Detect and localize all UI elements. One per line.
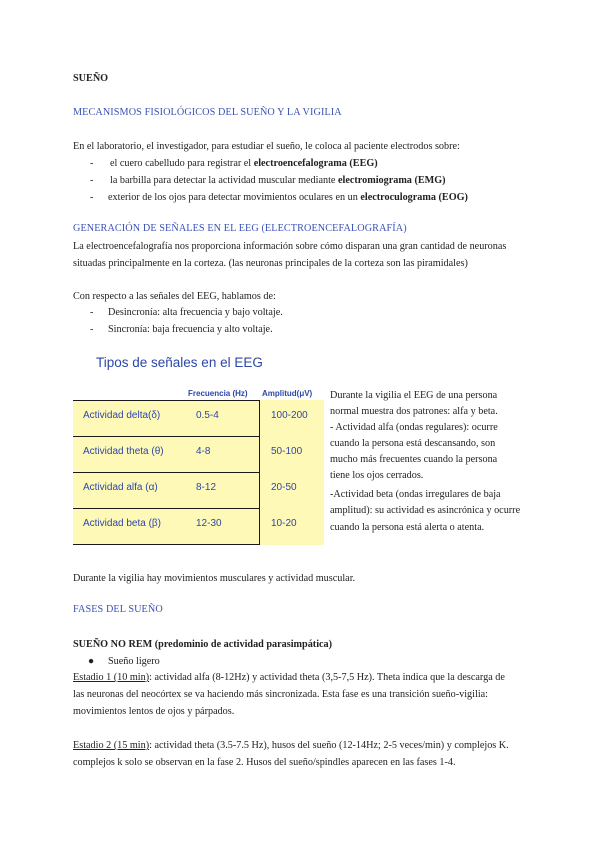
wave-amplitude: 20-50	[271, 482, 297, 493]
signal-item-desincronia: Desincronía: alta frecuencia y bajo voltaje.	[108, 307, 283, 318]
side-text-line: tiene los ojos cerrados.	[330, 470, 424, 481]
electrode-item-eeg: el cuero cabelludo para registrar el electroencefalograma (EEG)	[110, 158, 378, 169]
page-heading: SUEÑO	[73, 73, 109, 84]
side-text-line: Durante la vigilia el EEG de una persona	[330, 390, 498, 401]
eeg-paragraph-line: situadas principalmente en la corteza. (las neuronas principales de la corteza son las piramidales)	[73, 258, 468, 269]
eeg-figure-title: Tipos de señales en el EEG	[96, 355, 263, 370]
side-text-line: - Actividad alfa (ondas regulares): ocurre	[330, 422, 498, 433]
bullet-dot: ●	[88, 656, 95, 667]
eeg-col-frequency: Frecuencia (Hz)	[188, 389, 248, 398]
stage1-line: movimientos lentos de ojos y párpados.	[73, 706, 235, 717]
signal-dash: -	[90, 307, 94, 318]
stage1-line: Estadio 1 (10 min): actividad alfa (8-12Hz) y actividad theta (3,5-7,5 Hz). Theta indica que la descarga de	[73, 672, 505, 683]
signal-dash: -	[90, 324, 94, 335]
eeg-col-amplitude: Amplitud(μV)	[262, 389, 313, 398]
section-title-eeg: GENERACIÓN DE SEÑALES EN EL EEG (ELECTROENCEFALOGRAFÍA)	[73, 223, 407, 234]
stage1-line: las neuronas del neocórtex se va haciendo más sincronizada. Esta fase es una transición sueño-vigilia:	[73, 689, 488, 700]
side-text-line: mucho más frecuentes cuando la persona	[330, 454, 498, 465]
table-row-alfa	[73, 472, 324, 508]
wave-amplitude: 50-100	[271, 446, 303, 457]
section-title-phases: FASES DEL SUEÑO	[73, 604, 163, 615]
wave-name: Actividad theta (θ)	[83, 446, 164, 457]
stage2-line: Estadio 2 (15 min): actividad theta (3.5-7.5 Hz), husos del sueño (12-14Hz; 2-5 veces/min) y complejos K.	[73, 740, 509, 751]
wave-frequency: 8-12	[196, 482, 217, 493]
eeg-signal-table	[73, 400, 324, 545]
wave-amplitude: 10-20	[271, 518, 297, 529]
stage2-label: Estadio 2 (15 min)	[73, 740, 150, 751]
wave-frequency: 0.5-4	[196, 410, 219, 421]
side-text-line: normal muestra dos patrones: alfa y beta.	[330, 406, 498, 417]
side-text-line: cuando la persona está descansando, son	[330, 438, 496, 449]
table-row-beta	[73, 508, 324, 544]
table-divider	[73, 544, 259, 545]
wave-frequency: 4-8	[196, 446, 211, 457]
eeg-paragraph-line: La electroencefalografía nos proporciona información sobre cómo disparan una gran cantidad de neuronas	[73, 241, 507, 252]
vigilia-paragraph: Durante la vigilia hay movimientos musculares y actividad muscular.	[73, 573, 356, 584]
electrode-dash: -	[90, 158, 94, 169]
table-row-delta	[73, 400, 324, 436]
wave-name: Actividad alfa (α)	[83, 482, 158, 493]
section-title-mechanisms: MECANISMOS FISIOLÓGICOS DEL SUEÑO Y LA VIGILIA	[73, 107, 342, 118]
electrode-item-eog: exterior de los ojos para detectar movimientos oculares en un electroculograma (EOG)	[108, 192, 468, 203]
signals-intro: Con respecto a las señales del EEG, hablamos de:	[73, 291, 276, 302]
wave-frequency: 12-30	[196, 518, 222, 529]
wave-name: Actividad beta (β)	[83, 518, 162, 529]
side-text-line: -Actividad beta (ondas irregulares de baja	[330, 489, 501, 500]
electrode-dash: -	[90, 175, 94, 186]
norem-title: SUEÑO NO REM (predominio de actividad parasimpática)	[73, 639, 333, 650]
electrode-dash: -	[90, 192, 94, 203]
wave-amplitude: 100-200	[271, 410, 308, 421]
stage2-line: complejos k solo se observan en la fase 2. Husos del sueño/spindles aparecen en las fases 1-4.	[73, 757, 456, 768]
side-text-line: cuando la persona está alerta o atenta.	[330, 522, 485, 533]
signal-item-sincronia: Sincronía: baja frecuencia y alto voltaje.	[108, 324, 273, 335]
electrode-item-emg: la barbilla para detectar la actividad muscular mediante electromiograma (EMG)	[110, 175, 446, 186]
table-row-theta	[73, 436, 324, 472]
intro-paragraph: En el laboratorio, el investigador, para estudiar el sueño, le coloca al paciente electrodos sobre:	[73, 141, 460, 152]
bullet-sueno-ligero: Sueño ligero	[108, 656, 160, 667]
stage1-label: Estadio 1 (10 min)	[73, 672, 150, 683]
wave-name: Actividad delta(δ)	[83, 410, 161, 421]
side-text-line: amplitud): su actividad es asincrónica y ocurre	[330, 505, 521, 516]
